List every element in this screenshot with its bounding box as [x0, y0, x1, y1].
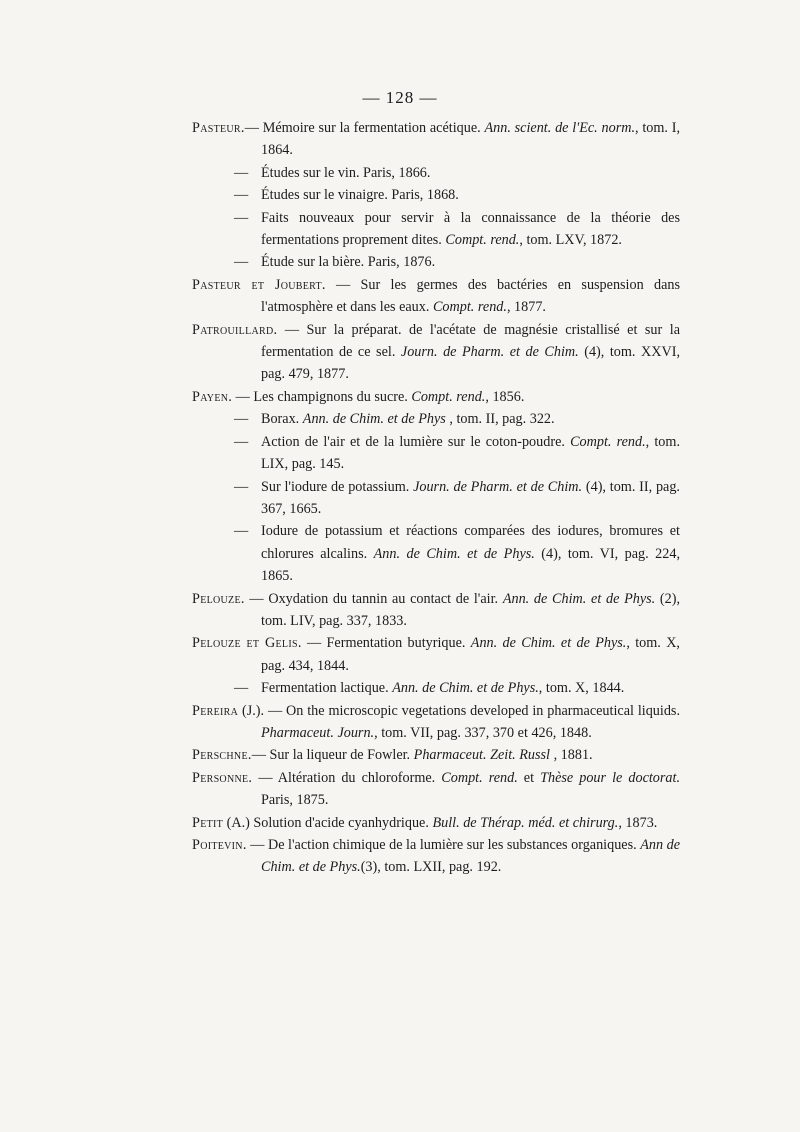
entry-source-title: Ann. scient. de l'Ec. norm. [484, 120, 636, 136]
entry-source-title: Pharmaceut. Zeit. Russl [413, 747, 551, 764]
entry-author: Pasteur et Joubert. [192, 276, 326, 293]
entry-source-title: Ann. de Chim. et de Phys. [502, 590, 656, 607]
entry-text: Études sur le vin. Paris, 1866. [261, 164, 431, 181]
bibliography-entry [192, 274, 680, 319]
entry-text: , tom. LXV, 1872. [519, 232, 622, 249]
entry-source-title: Journ. de Pharm. et de Chim. [413, 478, 583, 495]
entry-text: Faits nouveaux pour servir à la connaissance de la théorie des fermentations proprement dites. [261, 209, 680, 249]
entry-text: (3), tom. LXII, pag. 192. [360, 859, 502, 876]
entry-text: — Sur la liqueur de Fowler. [251, 747, 414, 764]
entry-source-title: Compt. rend. [432, 299, 507, 316]
entry-text: , tom. VII, pag. 337, 370 et 426, 1848. [374, 724, 592, 741]
bibliography-sub-entry [192, 677, 680, 699]
entry-text: — Oxydation du tannin au contact de l'air. [244, 590, 503, 607]
bibliography-sub-entry [192, 184, 680, 206]
entry-source-title: Ann. de Chim. et de Phys. [392, 680, 539, 697]
entry-text: , 1873. [618, 814, 658, 831]
entry-author: Perschne. [192, 747, 252, 764]
bibliography-sub-entry [192, 251, 680, 273]
entry-text: Études sur le vinaigre. Paris, 1868. [261, 187, 459, 204]
bibliography-entry [192, 319, 680, 386]
entry-author: Pasteur. [192, 120, 245, 136]
entry-source-title: Ann. de Chim. et de Phys [302, 411, 446, 428]
entry-text: (4), tom. XXVI, pag. 479, 1877. [261, 344, 680, 383]
entry-text: — Mémoire sur la fermentation acétique. [244, 120, 485, 136]
bibliography-entry [192, 767, 680, 812]
entry-text: Borax. [261, 411, 303, 428]
entry-ditto-dash: — [234, 254, 249, 271]
entry-text: et [517, 769, 541, 786]
entry-ditto-dash: — [234, 209, 249, 226]
entry-text: — Sur les germes des bactéries en suspension dans l'atmosphère et dans les eaux. [261, 276, 680, 316]
entry-ditto-dash: — [234, 187, 249, 204]
entry-text: , tom. I, 1864. [261, 120, 681, 159]
bibliography-entry [192, 812, 680, 834]
entry-source-title: Pharmaceut. Journ. [261, 724, 375, 741]
entry-source-title: Compt. rend. [441, 769, 518, 786]
entry-text: , 1877. [506, 299, 546, 316]
entry-source-title: Compt. rend. [411, 388, 486, 405]
entry-source-title: Ann. de Chim. et de Phys. [470, 635, 627, 652]
entry-text: (A.) Solution d'acide cyanhydrique. [223, 814, 433, 831]
entry-author: Petit [192, 814, 224, 831]
entry-source-title: Bull. de Thérap. méd. et chirurg. [432, 814, 619, 831]
entry-text: (2), tom. LIV, pag. 337, 1833. [261, 590, 681, 629]
bibliography-sub-entry [192, 476, 680, 521]
entry-text: Étude sur la bière. Paris, 1876. [261, 254, 436, 271]
entry-author: Patrouillard. [192, 321, 278, 338]
entry-text: (J.). — On the microscopic vegetations developed in pharmaceutical liquids. [238, 702, 680, 719]
entry-author: Payen. [192, 388, 233, 405]
entry-author: Poitevin. [192, 837, 247, 853]
entry-text: , tom. II, pag. 322. [445, 411, 555, 428]
bibliography-sub-entry [192, 408, 680, 430]
entry-text: Action de l'air et de la lumière sur le coton-poudre. [261, 433, 571, 450]
entry-ditto-dash: — [234, 164, 249, 181]
entry-ditto-dash: — [234, 478, 249, 495]
bibliography-entry [192, 632, 680, 677]
entry-source-title: Compt. rend. [445, 232, 520, 249]
entry-ditto-dash: — [234, 411, 249, 428]
bibliography-entry [192, 117, 680, 162]
entry-author: Pelouze. [192, 590, 245, 607]
bibliography-entry [192, 700, 680, 745]
entry-text: (4), tom. II, pag. 367, 1665. [261, 478, 680, 517]
entry-author: Personne. [192, 769, 253, 786]
bibliography-entry [192, 386, 680, 408]
entry-ditto-dash: — [234, 433, 249, 450]
bibliography-list [192, 117, 680, 879]
entry-source-title: Compt. rend. [570, 433, 646, 450]
entry-text: — Altération du chloroforme. [252, 769, 442, 786]
entry-text: — Les champignons du sucre. [232, 388, 412, 405]
entry-text: , 1881. [550, 747, 593, 764]
page-number: — 128 — [362, 88, 438, 107]
entry-text: , tom. X, pag. 434, 1844. [261, 635, 680, 674]
entry-author: Pereira [192, 702, 239, 719]
bibliography-entry [192, 834, 680, 879]
entry-text: , 1856. [485, 388, 525, 405]
entry-text: Iodure de potassium et réactions comparées des iodures, bromures et chlorures alcalins. [261, 523, 680, 562]
entry-source-title: Ann. de Chim. et de Phys. [373, 545, 535, 562]
entry-text: , tom. X, 1844. [538, 680, 625, 697]
bibliography-sub-entry [192, 162, 680, 184]
entry-text: — Sur la préparat. de l'acétate de magnésie cristallisé et sur la fermentation de ce sel. [261, 321, 680, 361]
entry-text: Paris, 1875. [261, 792, 329, 809]
entry-ditto-dash: — [234, 680, 249, 697]
entry-ditto-dash: — [234, 523, 249, 540]
entry-author: Pelouze et Gelis. [192, 635, 302, 652]
entry-text: — Fermentation butyrique. [301, 635, 471, 652]
entry-source-title: Thèse pour le doctorat. [540, 769, 680, 786]
bibliography-entry [192, 588, 680, 633]
bibliography-sub-entry [192, 520, 680, 587]
bibliography-entry [192, 744, 680, 766]
entry-source-title: Ann de Chim. et de Phys. [261, 837, 681, 876]
entry-text: — De l'action chimique de la lumière sur les substances organiques. [246, 837, 641, 853]
entry-text: Fermentation lactique. [261, 680, 393, 697]
entry-text: Sur l'iodure de potassium. [261, 478, 414, 495]
entry-text: , tom. LIX, pag. 145. [261, 433, 680, 473]
entry-source-title: Journ. de Pharm. et de Chim. [400, 344, 579, 361]
bibliography-sub-entry [192, 431, 680, 476]
entry-text: (4), tom. VI, pag. 224, 1865. [261, 545, 680, 585]
bibliography-sub-entry [192, 207, 680, 252]
